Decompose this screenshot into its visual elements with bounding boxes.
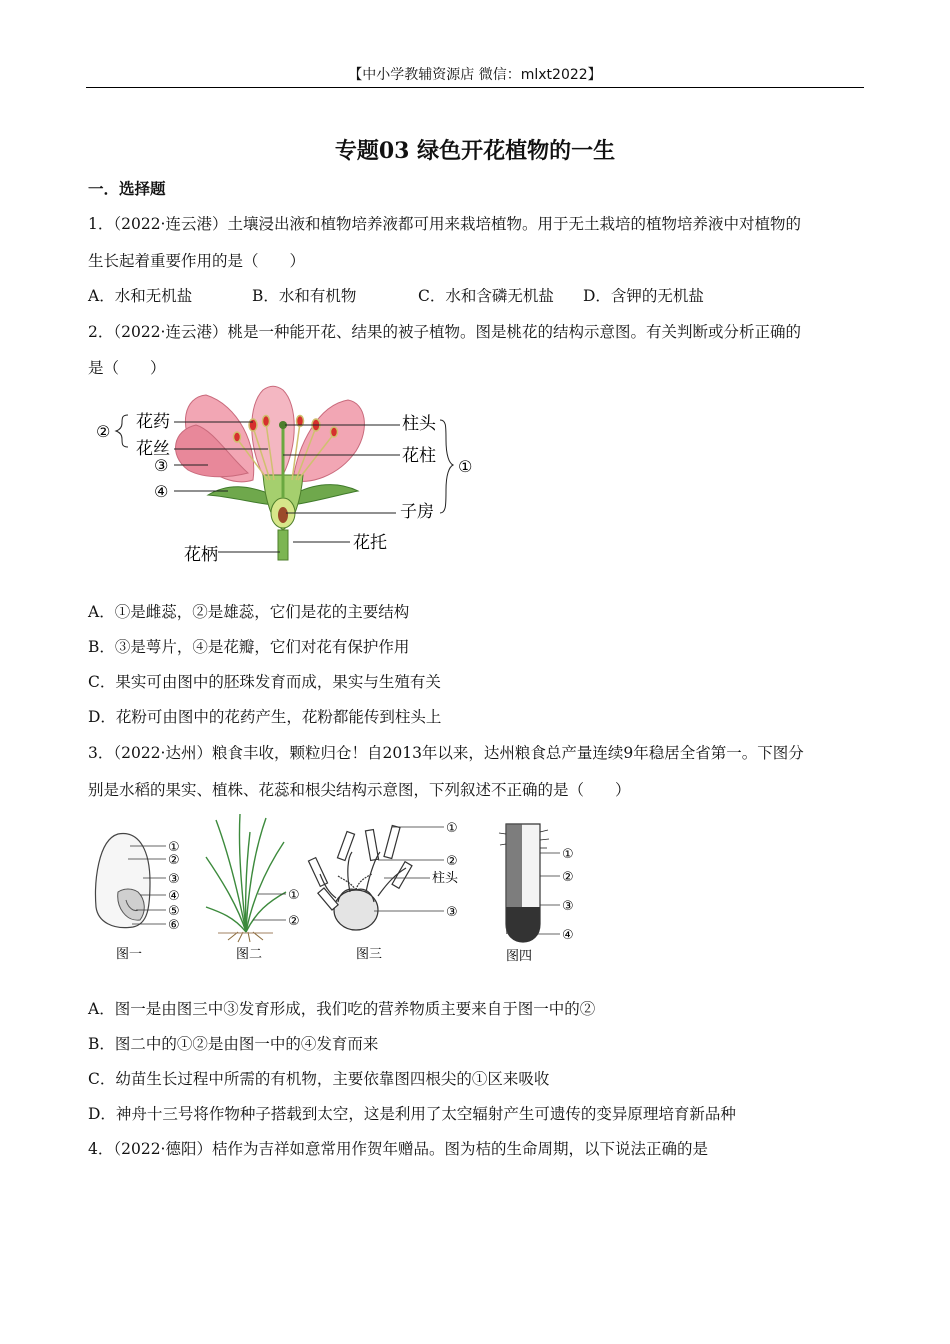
fig3-1-label-4: ④ (168, 889, 180, 904)
peach-flower-figure (88, 385, 498, 570)
q2-option-c: C．果实可由图中的胚珠发育而成，果实与生殖有关 (88, 673, 441, 691)
fig3-1-label-2: ② (168, 853, 180, 868)
fig3-4-root-tip (499, 824, 560, 942)
ovule-shape (278, 507, 288, 523)
flower-stalk (278, 530, 288, 560)
page-title: 专题03 绿色开花植物的一生 (334, 138, 616, 164)
header-rule (86, 87, 864, 88)
q1-option-d: D．含钾的无机盐 (583, 287, 704, 305)
q3-option-a: A．图一是由图三中③发育形成，我们吃的营养物质主要来自于图一中的② (88, 1000, 596, 1018)
fig2-label-pedicel: 花柄 (184, 545, 218, 565)
sepal-left (208, 487, 273, 505)
fig2-label-n2: ② (96, 422, 111, 441)
fig2-label-stigma: 柱头 (402, 414, 436, 434)
fig3-1-label-5: ⑤ (168, 904, 180, 919)
q3-stem-line2: 别是水稻的果实、植株、花蕊和根尖结构示意图，下列叙述不正确的是（ ） (88, 781, 631, 799)
fig3-2-caption: 图二 (236, 947, 263, 962)
q1-option-a: A．水和无机盐 (88, 287, 193, 305)
fig3-1-label-3: ③ (168, 872, 180, 887)
fig2-label-n3: ③ (154, 456, 169, 475)
fig3-4-label-4: ④ (562, 928, 574, 943)
q3-option-d: D．神舟十三号将作物种子搭载到太空，这是利用了太空辐射产生可遗传的变异原理培育新品种 (88, 1105, 736, 1123)
q2-option-b: B．③是萼片，④是花瓣，它们对花有保护作用 (88, 638, 410, 656)
section-heading: 一．选择题 (88, 179, 166, 198)
fig2-label-n4: ④ (154, 482, 169, 501)
q3-stem-line1: 3．（2022·达州）粮食丰收，颗粒归仓！自2013年以来，达州粮食总产量连续9年稳居全省第一。下图分 (88, 744, 804, 762)
fig3-3-label-stigma: 柱头 (432, 871, 459, 886)
q1-option-b: B．水和有机物 (252, 287, 357, 305)
q4-stem-line1: 4．（2022·德阳）桔作为吉祥如意常用作贺年赠品。图为桔的生命周期，以下说法正确的是 (88, 1140, 708, 1158)
fig3-4-label-2: ② (562, 870, 574, 885)
fig3-4-label-3: ③ (562, 899, 574, 914)
fig3-2-label-1: ① (288, 888, 300, 903)
q1-stem-line2: 生长起着重要作用的是（ ） (88, 252, 306, 270)
fig3-4-caption: 图四 (506, 949, 533, 964)
fig2-label-anther: 花药 (136, 412, 170, 432)
q2-option-a: A．①是雌蕊，②是雄蕊，它们是花的主要结构 (88, 603, 410, 621)
fig3-1-caption: 图一 (116, 947, 143, 962)
fig3-2-label-2: ② (288, 914, 300, 929)
sepal-right (293, 485, 358, 505)
q3-option-b: B．图二中的①②是由图一中的④发育而来 (88, 1035, 379, 1053)
q2-stem-line1: 2．（2022·连云港）桃是一种能开花、结果的被子植物。图是桃花的结构示意图。有关判断或分析正确的 (88, 323, 801, 341)
fig3-3-label-1: ① (446, 821, 458, 836)
fig3-4-label-1: ① (562, 847, 574, 862)
fig3-3-label-3: ③ (446, 905, 458, 920)
fig2-label-n1: ① (458, 457, 473, 476)
rice-figures (88, 812, 588, 967)
page-header: 【中小学教辅资源店 微信：mlxt2022】 (348, 67, 602, 83)
q1-stem-line1: 1．（2022·连云港）土壤浸出液和植物培养液都可用来栽培植物。用于无土栽培的植物培养液中对植物的 (88, 215, 801, 233)
fig2-label-ovary: 子房 (400, 502, 434, 522)
fig3-3-caption: 图三 (356, 947, 383, 962)
q2-option-d: D．花粉可由图中的花药产生，花粉都能传到柱头上 (88, 708, 442, 726)
fig3-2-roots (218, 932, 273, 942)
fig3-1-grain (96, 834, 166, 928)
fig2-label-style: 花柱 (402, 446, 436, 466)
fig2-label-filament: 花丝 (136, 439, 170, 459)
q2-stem-line2: 是（ ） (88, 359, 166, 377)
fig2-label-receptacle: 花托 (353, 533, 387, 553)
fig3-1-label-1: ① (168, 840, 180, 855)
fig3-1-label-6: ⑥ (168, 918, 180, 933)
fig3-3-label-2: ② (446, 854, 458, 869)
fig3-2-rice-plant (206, 814, 286, 932)
q3-option-c: C．幼苗生长过程中所需的有机物，主要依靠图四根尖的①区来吸收 (88, 1070, 550, 1088)
q1-option-c: C．水和含磷无机盐 (418, 287, 554, 305)
